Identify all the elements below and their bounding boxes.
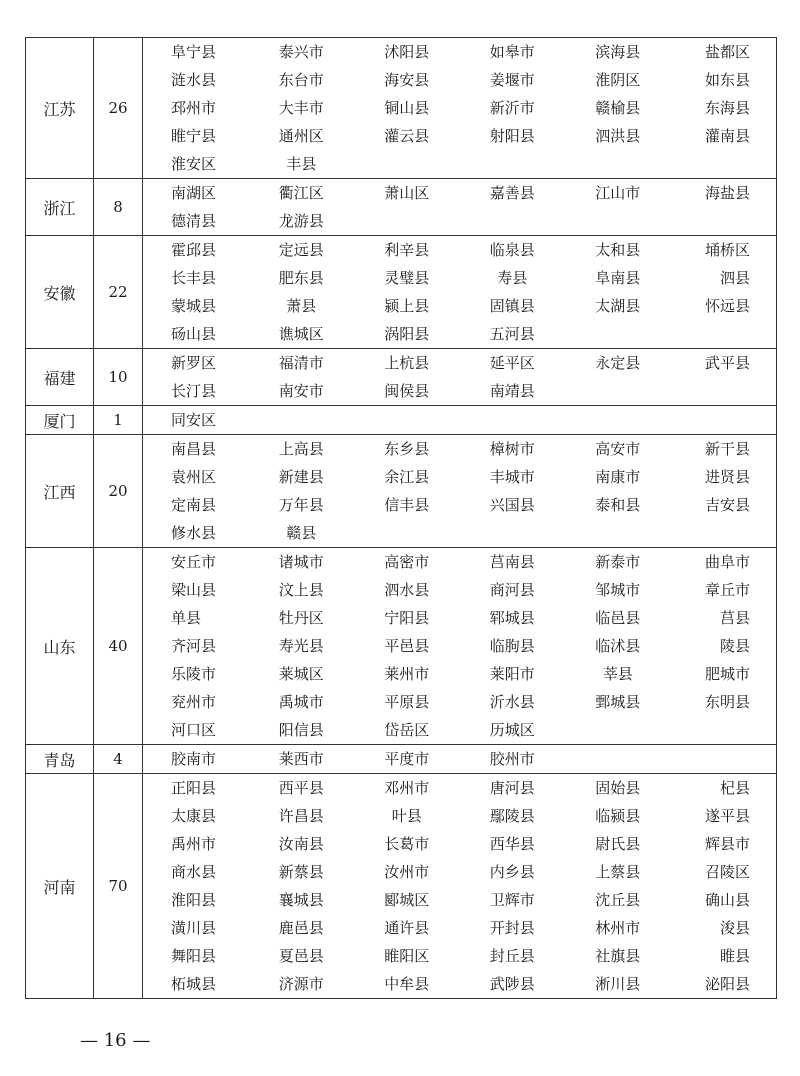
province-name: 安徽 xyxy=(26,236,94,349)
county-grid xyxy=(143,774,776,998)
county-name: 谯城区 xyxy=(278,325,324,343)
county-name: 固始县 xyxy=(595,779,641,797)
county-name: 海盐县 xyxy=(704,184,750,202)
county-name: 陵县 xyxy=(719,637,750,655)
province-name: 山东 xyxy=(26,548,94,745)
county-list xyxy=(143,745,777,774)
county-name: 鹿邑县 xyxy=(278,919,324,937)
table-row xyxy=(26,406,777,435)
county-name: 南安市 xyxy=(278,382,324,400)
county-name: 莘县 xyxy=(602,665,633,683)
province-name: 浙江 xyxy=(26,179,94,236)
county-name: 修水县 xyxy=(171,524,217,542)
county-name: 砀山县 xyxy=(171,325,217,343)
county-table xyxy=(25,37,777,999)
county-name: 赣榆县 xyxy=(595,99,641,117)
county-name: 新蔡县 xyxy=(278,863,324,881)
county-name: 武平县 xyxy=(704,354,750,372)
county-name: 泰和县 xyxy=(595,496,641,514)
county-grid xyxy=(143,745,776,773)
county-count: 4 xyxy=(94,745,143,774)
county-name: 临邑县 xyxy=(595,609,641,627)
county-name: 商河县 xyxy=(489,581,535,599)
county-count: 22 xyxy=(94,236,143,349)
county-list xyxy=(143,435,777,548)
county-name: 正阳县 xyxy=(171,779,217,797)
county-name: 曲阜市 xyxy=(704,553,750,571)
province-name: 厦门 xyxy=(26,406,94,435)
county-count: 8 xyxy=(94,179,143,236)
county-name: 胶州市 xyxy=(489,750,535,768)
county-name: 宁阳县 xyxy=(384,609,430,627)
county-name: 阳信县 xyxy=(278,721,324,739)
county-name: 兖州市 xyxy=(171,693,217,711)
county-name: 社旗县 xyxy=(595,947,641,965)
county-name: 鄢陵县 xyxy=(489,807,535,825)
county-name: 潢川县 xyxy=(171,919,217,937)
county-name: 赣县 xyxy=(286,524,317,542)
county-name: 颍上县 xyxy=(384,297,430,315)
county-name: 梁山县 xyxy=(171,581,217,599)
county-grid xyxy=(143,548,776,744)
county-name: 南康市 xyxy=(595,468,641,486)
county-name: 丰城市 xyxy=(489,468,535,486)
county-name: 岱岳区 xyxy=(384,721,430,739)
county-name: 汝州市 xyxy=(384,863,430,881)
county-table-body xyxy=(26,38,777,999)
province-name: 江苏 xyxy=(26,38,94,179)
county-name: 长汀县 xyxy=(171,382,217,400)
county-name: 南靖县 xyxy=(489,382,535,400)
county-name: 邳州市 xyxy=(171,99,217,117)
county-name: 丰县 xyxy=(286,155,317,173)
county-name: 东台市 xyxy=(278,71,324,89)
county-name: 怀远县 xyxy=(704,297,750,315)
county-name: 许昌县 xyxy=(278,807,324,825)
county-name: 平度市 xyxy=(384,750,430,768)
county-name: 姜堰市 xyxy=(489,71,535,89)
county-name: 福清市 xyxy=(278,354,324,372)
county-name: 如东县 xyxy=(704,71,750,89)
county-name: 海安县 xyxy=(384,71,430,89)
county-name: 德清县 xyxy=(171,212,217,230)
county-name: 涡阳县 xyxy=(384,325,430,343)
county-name: 泰兴市 xyxy=(278,43,324,61)
county-name: 新罗区 xyxy=(171,354,217,372)
county-name: 林州市 xyxy=(595,919,641,937)
county-list xyxy=(143,406,777,435)
county-name: 浚县 xyxy=(719,919,750,937)
page-number: — 16 — xyxy=(80,1030,151,1051)
county-name: 衢江区 xyxy=(278,184,324,202)
county-name: 定南县 xyxy=(171,496,217,514)
county-name: 南昌县 xyxy=(171,440,217,458)
county-name: 夏邑县 xyxy=(278,947,324,965)
county-name: 固镇县 xyxy=(489,297,535,315)
county-name: 同安区 xyxy=(171,411,217,429)
county-name: 诸城市 xyxy=(278,553,324,571)
county-name: 莒县 xyxy=(719,609,750,627)
county-name: 襄城县 xyxy=(278,891,324,909)
county-name: 莱西市 xyxy=(278,750,324,768)
county-list xyxy=(143,236,777,349)
county-name: 灌云县 xyxy=(384,127,430,145)
county-grid xyxy=(143,236,776,348)
county-name: 汝南县 xyxy=(278,835,324,853)
county-name: 寿光县 xyxy=(278,637,324,655)
county-name: 睢宁县 xyxy=(171,127,217,145)
table-row xyxy=(26,179,777,236)
county-name: 淮安区 xyxy=(171,155,217,173)
table-row xyxy=(26,236,777,349)
county-name: 上蔡县 xyxy=(595,863,641,881)
county-name: 郾城区 xyxy=(384,891,430,909)
county-name: 兴国县 xyxy=(489,496,535,514)
county-name: 灌南县 xyxy=(704,127,750,145)
county-name: 上高县 xyxy=(278,440,324,458)
county-name: 东明县 xyxy=(704,693,750,711)
county-name: 淮阳县 xyxy=(171,891,217,909)
county-name: 铜山县 xyxy=(384,99,430,117)
county-name: 沈丘县 xyxy=(595,891,641,909)
county-name: 舞阳县 xyxy=(171,947,217,965)
county-name: 万年县 xyxy=(278,496,324,514)
county-name: 中牟县 xyxy=(384,975,430,993)
table-row xyxy=(26,38,777,179)
county-name: 召陵区 xyxy=(704,863,750,881)
county-name: 阜宁县 xyxy=(171,43,217,61)
county-name: 禹城市 xyxy=(278,693,324,711)
county-name: 长葛市 xyxy=(384,835,430,853)
county-name: 射阳县 xyxy=(489,127,535,145)
table-row xyxy=(26,774,777,999)
county-list xyxy=(143,548,777,745)
county-name: 齐河县 xyxy=(171,637,217,655)
county-name: 泌阳县 xyxy=(704,975,750,993)
county-name: 临朐县 xyxy=(489,637,535,655)
county-name: 蒙城县 xyxy=(171,297,217,315)
county-name: 杞县 xyxy=(719,779,750,797)
table-row xyxy=(26,435,777,548)
county-name: 肥东县 xyxy=(278,269,324,287)
county-name: 通许县 xyxy=(384,919,430,937)
county-name: 肥城市 xyxy=(704,665,750,683)
county-name: 南湖区 xyxy=(171,184,217,202)
county-name: 樟树市 xyxy=(489,440,535,458)
province-name: 福建 xyxy=(26,349,94,406)
county-name: 开封县 xyxy=(489,919,535,937)
county-name: 淮阴区 xyxy=(595,71,641,89)
county-name: 通州区 xyxy=(278,127,324,145)
county-name: 柘城县 xyxy=(171,975,217,993)
county-name: 五河县 xyxy=(489,325,535,343)
county-name: 禹州市 xyxy=(171,835,217,853)
county-name: 寿县 xyxy=(497,269,528,287)
county-grid xyxy=(143,38,776,178)
county-name: 上杭县 xyxy=(384,354,430,372)
county-name: 济源市 xyxy=(278,975,324,993)
county-name: 滨海县 xyxy=(595,43,641,61)
county-name: 叶县 xyxy=(391,807,422,825)
county-name: 信丰县 xyxy=(384,496,430,514)
county-name: 沭阳县 xyxy=(384,43,430,61)
county-list xyxy=(143,774,777,999)
county-name: 定远县 xyxy=(278,241,324,259)
county-count: 40 xyxy=(94,548,143,745)
county-name: 西华县 xyxy=(489,835,535,853)
county-count: 20 xyxy=(94,435,143,548)
county-name: 新泰市 xyxy=(595,553,641,571)
county-name: 霍邱县 xyxy=(171,241,217,259)
county-name: 邹城市 xyxy=(595,581,641,599)
table-row xyxy=(26,349,777,406)
county-name: 泗水县 xyxy=(384,581,430,599)
county-name: 长丰县 xyxy=(171,269,217,287)
county-name: 西平县 xyxy=(278,779,324,797)
county-name: 利辛县 xyxy=(384,241,430,259)
county-name: 新沂市 xyxy=(489,99,535,117)
county-name: 太湖县 xyxy=(595,297,641,315)
county-count: 10 xyxy=(94,349,143,406)
county-name: 萧山区 xyxy=(384,184,430,202)
county-name: 临颍县 xyxy=(595,807,641,825)
county-name: 遂平县 xyxy=(704,807,750,825)
county-name: 单县 xyxy=(171,609,202,627)
county-name: 鄄城县 xyxy=(595,693,641,711)
county-name: 历城区 xyxy=(489,721,535,739)
county-name: 高安市 xyxy=(595,440,641,458)
county-name: 淅川县 xyxy=(595,975,641,993)
county-name: 江山市 xyxy=(595,184,641,202)
county-name: 盐都区 xyxy=(704,43,750,61)
county-name: 延平区 xyxy=(489,354,535,372)
county-name: 武陟县 xyxy=(489,975,535,993)
county-name: 确山县 xyxy=(704,891,750,909)
county-name: 袁州区 xyxy=(171,468,217,486)
county-name: 牡丹区 xyxy=(278,609,324,627)
county-name: 平邑县 xyxy=(384,637,430,655)
county-name: 萧县 xyxy=(286,297,317,315)
county-name: 莱阳市 xyxy=(489,665,535,683)
county-count: 1 xyxy=(94,406,143,435)
county-name: 太和县 xyxy=(595,241,641,259)
county-grid xyxy=(143,349,776,405)
county-name: 东乡县 xyxy=(384,440,430,458)
county-name: 唐河县 xyxy=(489,779,535,797)
county-list xyxy=(143,38,777,179)
county-name: 辉县市 xyxy=(704,835,750,853)
county-name: 东海县 xyxy=(704,99,750,117)
county-name: 余江县 xyxy=(384,468,430,486)
county-name: 莒南县 xyxy=(489,553,535,571)
county-list xyxy=(143,179,777,236)
county-grid xyxy=(143,406,776,434)
county-name: 睢县 xyxy=(719,947,750,965)
county-name: 泗洪县 xyxy=(595,127,641,145)
county-name: 高密市 xyxy=(384,553,430,571)
county-name: 莱州市 xyxy=(384,665,430,683)
county-name: 睢阳区 xyxy=(384,947,430,965)
county-name: 郓城县 xyxy=(489,609,535,627)
county-name: 吉安县 xyxy=(704,496,750,514)
county-name: 平原县 xyxy=(384,693,430,711)
county-name: 新建县 xyxy=(278,468,324,486)
county-name: 封丘县 xyxy=(489,947,535,965)
county-name: 永定县 xyxy=(595,354,641,372)
county-name: 临沭县 xyxy=(595,637,641,655)
county-name: 尉氏县 xyxy=(595,835,641,853)
province-name: 青岛 xyxy=(26,745,94,774)
county-name: 安丘市 xyxy=(171,553,217,571)
county-name: 汶上县 xyxy=(278,581,324,599)
province-name: 江西 xyxy=(26,435,94,548)
county-name: 嘉善县 xyxy=(489,184,535,202)
county-name: 阜南县 xyxy=(595,269,641,287)
county-name: 如皋市 xyxy=(489,43,535,61)
county-list xyxy=(143,349,777,406)
county-name: 乐陵市 xyxy=(171,665,217,683)
county-name: 内乡县 xyxy=(489,863,535,881)
county-name: 邓州市 xyxy=(384,779,430,797)
county-name: 太康县 xyxy=(171,807,217,825)
county-name: 临泉县 xyxy=(489,241,535,259)
county-name: 大丰市 xyxy=(278,99,324,117)
province-name: 河南 xyxy=(26,774,94,999)
county-name: 新干县 xyxy=(704,440,750,458)
county-name: 商水县 xyxy=(171,863,217,881)
county-grid xyxy=(143,179,776,235)
county-name: 闽侯县 xyxy=(384,382,430,400)
county-name: 埇桥区 xyxy=(704,241,750,259)
county-name: 灵璧县 xyxy=(384,269,430,287)
county-name: 卫辉市 xyxy=(489,891,535,909)
county-name: 沂水县 xyxy=(489,693,535,711)
county-name: 莱城区 xyxy=(278,665,324,683)
county-grid xyxy=(143,435,776,547)
county-name: 河口区 xyxy=(171,721,217,739)
table-row xyxy=(26,745,777,774)
table-row xyxy=(26,548,777,745)
county-name: 泗县 xyxy=(719,269,750,287)
county-name: 胶南市 xyxy=(171,750,217,768)
county-count: 70 xyxy=(94,774,143,999)
county-count: 26 xyxy=(94,38,143,179)
county-name: 章丘市 xyxy=(704,581,750,599)
county-name: 进贤县 xyxy=(704,468,750,486)
county-name: 涟水县 xyxy=(171,71,217,89)
county-name: 龙游县 xyxy=(278,212,324,230)
